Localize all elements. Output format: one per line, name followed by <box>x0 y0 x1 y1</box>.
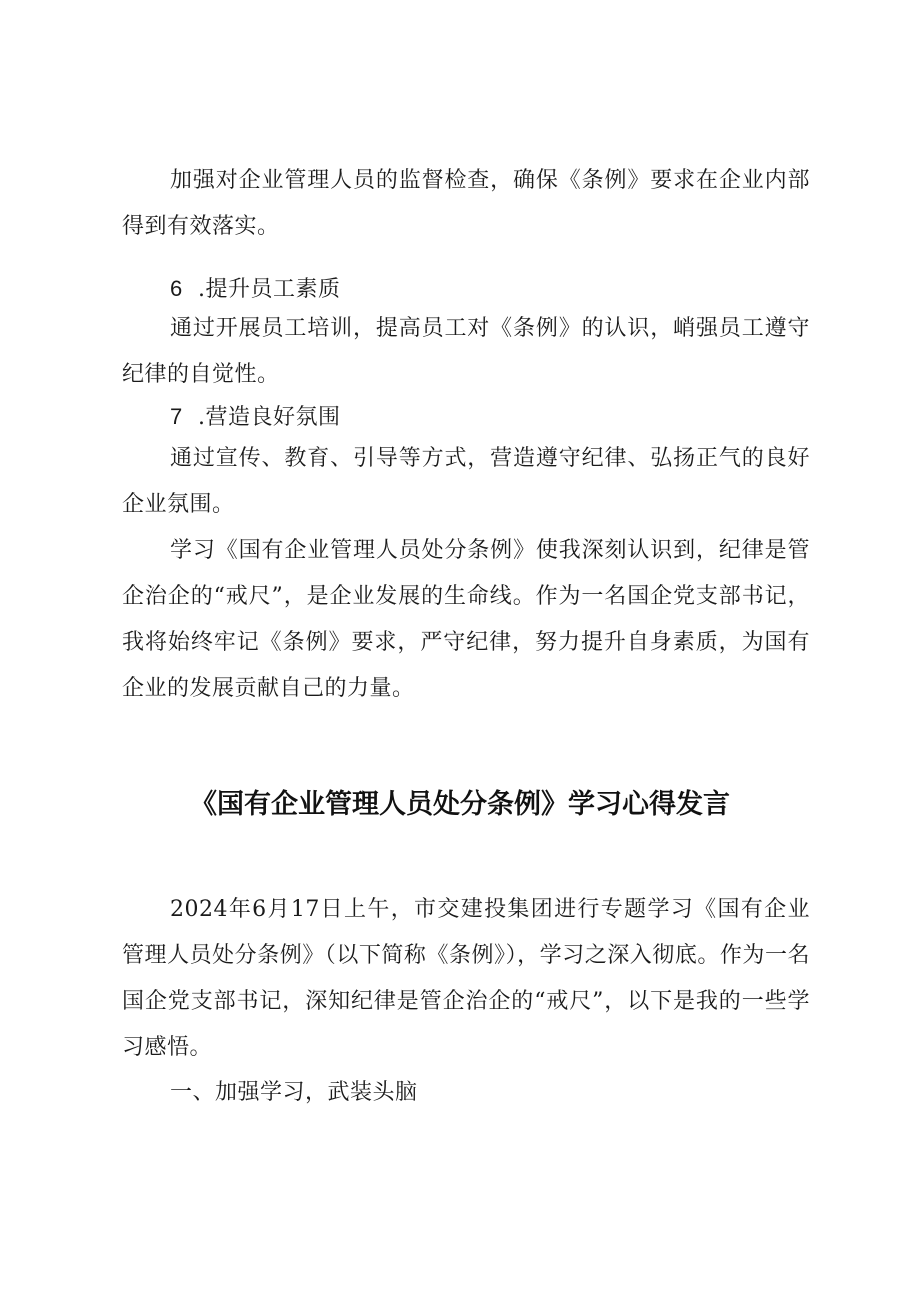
heading-text: .营造良好氛围 <box>198 405 341 430</box>
heading-number: 6 <box>170 276 183 301</box>
paragraph-intro: 2024年6月17日上午，市交建投集团进行专题学习《国有企业管理人员处分条例》（以下简称《条例》），学习之深入彻底。作为一名国企党支部书记，深知纪律是管企治企的“戒尺”，以下是我的一些学习感悟。 <box>122 897 810 1060</box>
paragraph-atmosphere: 通过宣传、教育、引导等方式，营造遵守纪律、弘扬正气的良好企业氛围。 <box>122 446 810 517</box>
heading-item-6 <box>170 274 341 305</box>
section-heading-1: 一、加强学习，武装头脑 <box>170 1080 418 1105</box>
article-title: 《国有企业管理人员处分条例》学习心得发言 <box>190 789 730 820</box>
heading-item-7 <box>170 402 341 433</box>
heading-text: .提升员工素质 <box>198 277 341 302</box>
heading-number: 7 <box>170 404 183 429</box>
paragraph-training: 通过开展员工培训，提高员工对《条例》的认识，峭强员工遵守纪律的自觉性。 <box>122 316 810 387</box>
paragraph-supervision: 加强对企业管理人员的监督检查，确保《条例》要求在企业内部得到有效落实。 <box>122 168 810 239</box>
paragraph-conclusion: 学习《国有企业管理人员处分条例》使我深刻认识到，纪律是管企治企的“戒尺”，是企业发展的生命线。作为一名国企党支部书记，我将始终牢记《条例》要求，严守纪律，努力提升自身素质，为国有企业的发展贡献自己的力量。 <box>122 538 810 701</box>
